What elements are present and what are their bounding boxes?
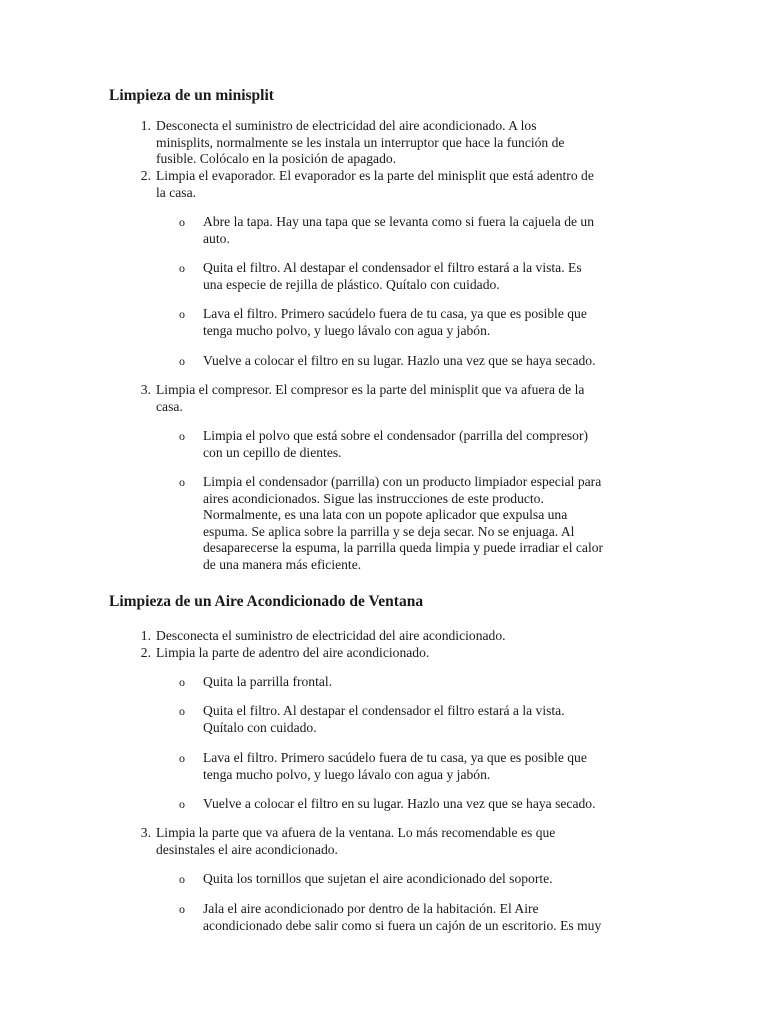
bullet-text bbox=[203, 901, 668, 934]
bullet-text bbox=[203, 703, 668, 736]
bullet-text bbox=[203, 353, 668, 370]
bullet-marker: o bbox=[179, 429, 185, 443]
bullet-text bbox=[203, 428, 668, 461]
bullet-marker: o bbox=[179, 475, 185, 489]
text-line: Desconecta el suministro de electricidad del aire acondicionado. A los bbox=[156, 118, 537, 133]
text-line: casa. bbox=[156, 398, 183, 414]
text-line: Quita el filtro. Al destapar el condensador el filtro estará a la vista. Es bbox=[203, 260, 582, 275]
text-line: desaparecerse la espuma, la parrilla queda limpia y puede irradiar el calor bbox=[203, 540, 604, 555]
text-line: Limpia la parte que va afuera de la ventana. Lo más recomendable es que bbox=[156, 825, 556, 840]
bullet-text bbox=[203, 750, 668, 783]
step-text bbox=[156, 628, 663, 645]
text-line: Vuelve a colocar el filtro en su lugar. Hazlo una vez que se haya secado. bbox=[203, 796, 596, 811]
step-number: 2. bbox=[140, 168, 151, 183]
text-line: Quita la parrilla frontal. bbox=[203, 674, 333, 689]
bullet-marker: o bbox=[179, 675, 185, 689]
text-line: minisplits, normalmente se les instala un interruptor que hace la función de bbox=[156, 134, 565, 150]
text-line: con un cepillo de dientes. bbox=[203, 444, 342, 460]
text-line: tenga mucho polvo, y luego lávalo con agua y jabón. bbox=[203, 322, 491, 338]
section-heading: Limpieza de un minisplit bbox=[109, 87, 274, 104]
text-line: Vuelve a colocar el filtro en su lugar. Hazlo una vez que se haya secado. bbox=[203, 353, 596, 368]
section-heading: Limpieza de un Aire Acondicionado de Ventana bbox=[109, 593, 424, 610]
bullet-marker: o bbox=[179, 354, 185, 368]
step-number: 1. bbox=[140, 628, 151, 643]
text-line: espuma. Se aplica sobre la parrilla y se deja secar. No se enjuaga. Al bbox=[203, 523, 575, 539]
text-line: Limpia la parte de adentro del aire acondicionado. bbox=[156, 645, 430, 660]
text-line: Jala el aire acondicionado por dentro de la habitación. El Aire bbox=[203, 901, 539, 916]
step-text bbox=[156, 382, 663, 415]
step-text bbox=[156, 118, 663, 168]
step-number: 3. bbox=[140, 825, 151, 840]
step-number: 3. bbox=[140, 382, 151, 397]
text-line: Quita los tornillos que sujetan el aire acondicionado del soporte. bbox=[203, 871, 553, 886]
text-line: Lava el filtro. Primero sacúdelo fuera de tu casa, ya que es posible que bbox=[203, 750, 587, 765]
bullet-marker: o bbox=[179, 261, 185, 275]
text-line: de una manera más eficiente. bbox=[203, 556, 362, 572]
bullet-marker: o bbox=[179, 215, 185, 229]
text-line: fusible. Colócalo en la posición de apagado. bbox=[156, 151, 397, 166]
bullet-text bbox=[203, 214, 668, 247]
step-text bbox=[156, 825, 663, 858]
bullet-text bbox=[203, 674, 668, 691]
text-line: auto. bbox=[203, 230, 230, 246]
text-line: Limpia el evaporador. El evaporador es la parte del minisplit que está adentro de bbox=[156, 168, 594, 183]
bullet-marker: o bbox=[179, 797, 185, 811]
text-line: una especie de rejilla de plástico. Quítalo con cuidado. bbox=[203, 276, 500, 292]
text-line: Desconecta el suministro de electricidad del aire acondicionado. bbox=[156, 628, 506, 643]
step-text bbox=[156, 645, 663, 662]
bullet-marker: o bbox=[179, 704, 185, 718]
bullet-text bbox=[203, 796, 668, 813]
step-number: 1. bbox=[140, 118, 151, 133]
bullet-text bbox=[203, 871, 668, 888]
text-line: Normalmente, es una lata con un popote aplicador que expulsa una bbox=[203, 507, 568, 522]
text-line: Quita el filtro. Al destapar el condensador el filtro estará a la vista. bbox=[203, 703, 565, 718]
step-text bbox=[156, 168, 663, 201]
text-line: tenga mucho polvo, y luego lávalo con agua y jabón. bbox=[203, 766, 491, 782]
bullet-marker: o bbox=[179, 307, 185, 321]
text-line: acondicionado debe salir como si fuera un cajón de un escritorio. Es muy bbox=[203, 917, 602, 933]
bullet-text bbox=[203, 306, 668, 339]
text-line: desinstales el aire acondicionado. bbox=[156, 841, 338, 857]
text-line: aires acondicionados. Sigue las instrucciones de este producto. bbox=[203, 490, 544, 506]
bullet-marker: o bbox=[179, 872, 185, 886]
text-line: Abre la tapa. Hay una tapa que se levanta como si fuera la cajuela de un bbox=[203, 214, 595, 229]
step-number: 2. bbox=[140, 645, 151, 660]
text-line: Limpia el condensador (parrilla) con un producto limpiador especial para bbox=[203, 474, 602, 489]
text-line: Limpia el compresor. El compresor es la parte del minisplit que va afuera de la bbox=[156, 382, 585, 397]
text-line: Quítalo con cuidado. bbox=[203, 719, 317, 735]
bullet-text bbox=[203, 474, 668, 573]
text-line: la casa. bbox=[156, 184, 196, 200]
text-line: Lava el filtro. Primero sacúdelo fuera de tu casa, ya que es posible que bbox=[203, 306, 587, 321]
bullet-marker: o bbox=[179, 751, 185, 765]
text-line: Limpia el polvo que está sobre el condensador (parrilla del compresor) bbox=[203, 428, 589, 443]
bullet-text bbox=[203, 260, 668, 293]
bullet-marker: o bbox=[179, 902, 185, 916]
